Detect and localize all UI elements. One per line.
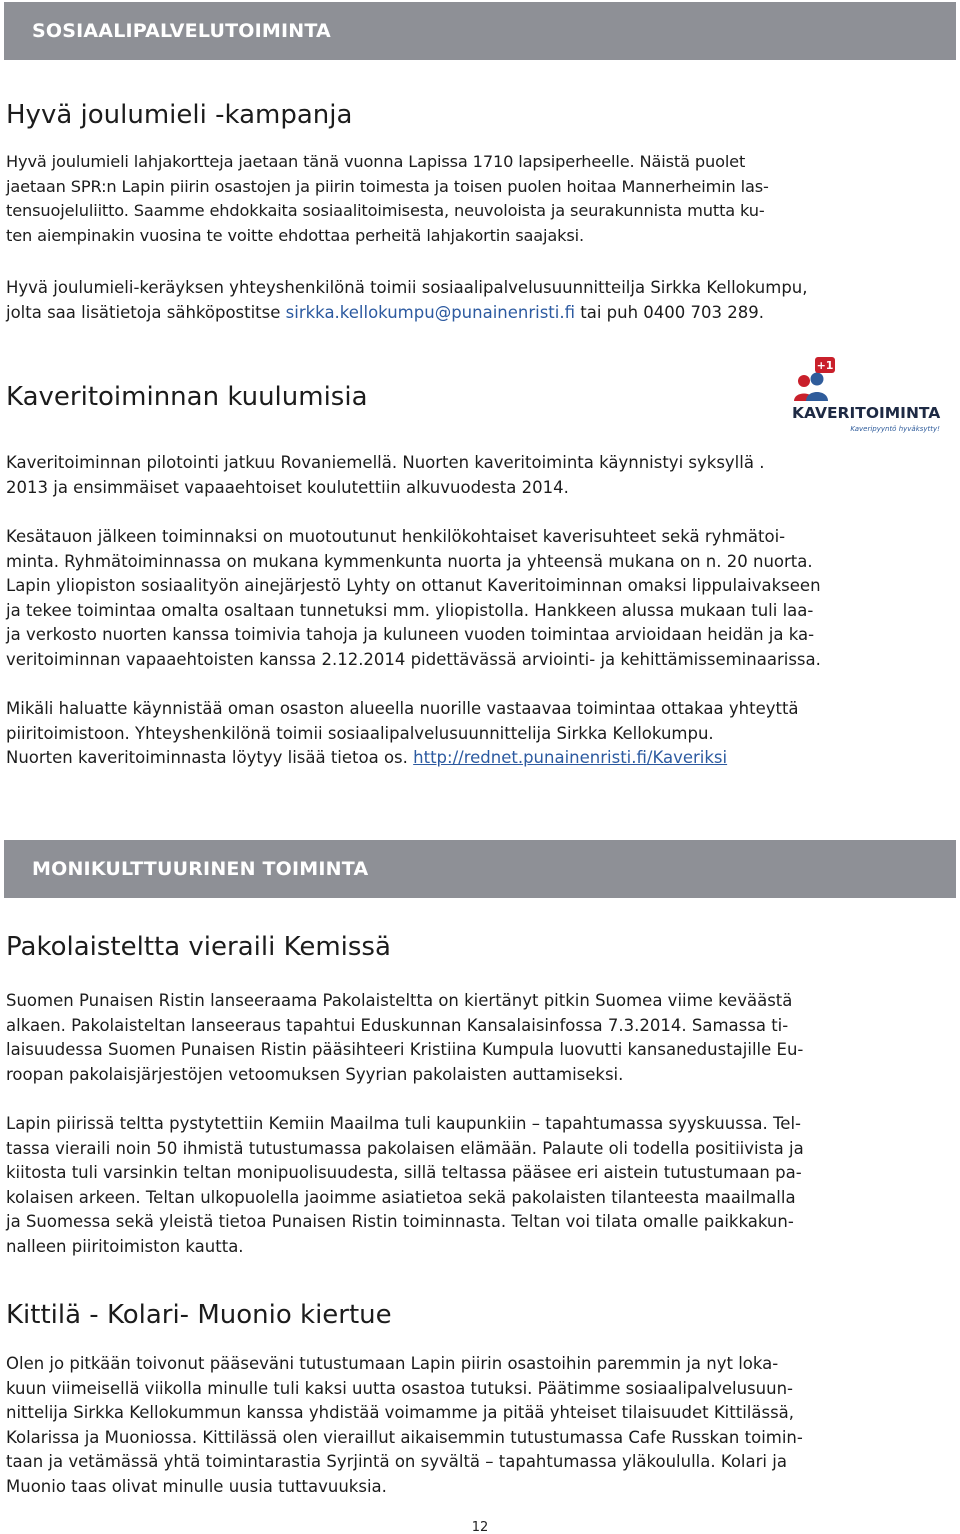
text-line: alkaen. Pakolaisteltan lanseeraus tapahtui Eduskunnan Kansalaisinfossa 7.3.2014. Samassa ti- — [6, 1015, 789, 1035]
text-line: 2013 ja ensimmäiset vapaaehtoiset koulutettiin alkuvuodesta 2014. — [6, 477, 569, 497]
text-fragment: tai puh 0400 703 289. — [575, 302, 765, 322]
paragraph-kaveri-contact — [6, 697, 956, 771]
section-banner-sosiaalipalvelutoiminta — [4, 2, 956, 60]
text-line: ten aiempinakin vuosina te voitte ehdottaa perheitä lahjakortin saajaksi. — [6, 225, 585, 245]
text-line: nittelija Sirkka Kellokummun kanssa yhdistää voimamme ja pitää yhteiset tilaisuudet Kittilässä, — [6, 1403, 795, 1423]
heading-kiertue: Kittilä - Kolari- Muonio kiertue — [6, 1300, 392, 1330]
paragraph-kaveri-pilot — [6, 451, 956, 500]
text-line: Kesätauon jälkeen toiminnaksi on muotoutunut henkilökohtaiset kaverisuhteet sekä ryhmätoi- — [6, 527, 786, 546]
text-line: Kaveritoiminnan pilotointi jatkuu Rovaniemellä. Nuorten kaveritoiminta käynnistyi syksyllä . — [6, 453, 765, 472]
paragraph-pakolaisteltta-intro — [6, 989, 956, 1087]
paragraph-pakolaisteltta-kemi — [6, 1112, 956, 1260]
text-line: kuun viimeisellä viikolla minulle tuli kaksi uutta osastoa tutuksi. Päätimme sosiaalipalvelusuun- — [6, 1378, 793, 1398]
text-line: Hyvä joulumieli-keräyksen yhteyshenkilönä toimii sosiaalipalvelusuunnitteilja Sirkka Kellokumpu, — [6, 278, 808, 297]
heading-kaveritoiminta: Kaveritoiminnan kuulumisia — [6, 382, 368, 412]
email-link[interactable]: sirkka.kellokumpu@punainenristi.fi — [285, 302, 575, 322]
text-line: tensuojeluliitto. Saamme ehdokkaita sosiaalitoimisesta, neuvoloista ja seurakunnista mutta ku- — [6, 201, 765, 221]
text-line: Olen jo pitkään toivonut pääseväni tutustumaan Lapin piirin osastoihin paremmin ja nyt loka- — [6, 1354, 779, 1373]
text-line — [6, 746, 956, 771]
text-line: roopan pakolaisjärjestöjen vetoomuksen Syyrian pakolaisten auttamiseksi. — [6, 1064, 624, 1084]
text-line: Lapin yliopiston sosiaalityön ainejärjestö Lyhty on ottanut Kaveritoiminnan omaksi lippulaivakseen — [6, 576, 821, 596]
paragraph-campaign-contact — [6, 276, 956, 325]
text-line: ja tekee toimintaa omalta osaltaan tunnetuksi mm. yliopistolla. Hankkeen alussa mukaan tuli laa- — [6, 600, 814, 620]
paragraph-campaign-intro — [6, 150, 956, 248]
person-icon — [806, 373, 828, 402]
text-line: laisuudessa Suomen Punaisen Ristin pääsihteeri Kristiina Kumpula luovutti kansanedustajille Eu- — [6, 1040, 804, 1060]
text-fragment: Nuorten kaveritoiminnasta löytyy lisää tietoa os. — [6, 748, 414, 768]
logo-tagline: Kaveripyyntö hyväksytty! — [850, 425, 940, 433]
text-line: Lapin piirissä teltta pystytettiin Kemiin Maailma tuli kaupunkiin – tapahtumassa syyskuussa. Tel- — [6, 1114, 801, 1133]
text-fragment: jolta saa lisätietoja sähköpostitse — [6, 302, 286, 322]
text-line: kiitosta tuli varsinkin teltan monipuolisuudesta, sillä teltassa pääsee eri aistein tutustumaan pa- — [6, 1163, 802, 1183]
heading-pakolaisteltta: Pakolaisteltta vieraili Kemissä — [6, 932, 391, 962]
text-line: ja Suomessa sekä yleistä tietoa Punaisen Ristin toiminnasta. Teltan voi tilata omalle paikkakun- — [6, 1212, 794, 1232]
text-line: Mikäli haluatte käynnistää oman osaston alueella nuorille vastaavaa toimintaa ottakaa yhteyttä — [6, 699, 799, 718]
text-line — [6, 301, 956, 326]
text-line: kolaisen arkeen. Teltan ulkopuolella jaoimme asiatietoa sekä pakolaisten tilanteesta maailmalla — [6, 1187, 796, 1207]
banner-title: MONIKULTTUURINEN TOIMINTA — [32, 858, 369, 880]
logo-wordmark: KAVERITOIMINTA — [792, 404, 941, 422]
plus-one-text: +1 — [816, 359, 834, 372]
text-line: ja verkosto nuorten kanssa toimivia tahoja ja kuluneen vuoden toimintaa arvioidaan heidän ja ka- — [6, 625, 815, 645]
page-number: 12 — [471, 1520, 489, 1534]
text-line: veritoiminnan vapaaehtoisten kanssa 2.12.2014 pidettävässä arviointi- ja kehittämisseminaarissa. — [6, 649, 821, 669]
text-line: minta. Ryhmätoiminnassa on mukana kymmenkunta nuorta ja yhteensä mukana on n. 20 nuorta. — [6, 551, 813, 571]
text-line: tassa vieraili noin 50 ihmistä tutustumassa pakolaisen elämään. Palaute oli todella positiivista ja — [6, 1138, 804, 1158]
text-line: Kolarissa ja Muoniossa. Kittilässä olen vieraillut aikaisemmin tutustumassa Cafe Russkan toimin- — [6, 1427, 803, 1447]
text-line: nalleen piiritoimiston kautta. — [6, 1236, 244, 1256]
heading-hyva-joulumieli: Hyvä joulumieli -kampanja — [6, 100, 353, 130]
text-line: Hyvä joulumieli lahjakortteja jaetaan tänä vuonna Lapissa 1710 lapsiperheelle. Näistä puolet — [6, 152, 746, 171]
text-line: taan ja vetämässä yhtä toimintarastia Syrjintä on syvältä – tapahtumassa yläkoululla. Kolari ja — [6, 1452, 787, 1472]
paragraph-kaveri-status — [6, 525, 956, 673]
section-banner-monikulttuurinen-toiminta — [4, 840, 956, 898]
text-line: piiritoimistoon. Yhteyshenkilönä toimii sosiaalipalvelusuunnittelija Sirkka Kellokumpu. — [6, 723, 714, 743]
text-line: Muonio taas olivat minulle uusia tuttavuuksia. — [6, 1476, 387, 1496]
text-line: jaetaan SPR:n Lapin piirin osastojen ja piirin toimesta ja toisen puolen hoitaa Mannerheimin las- — [6, 176, 769, 196]
kaveriksi-link[interactable]: http://rednet.punainenristi.fi/Kaveriksi — [413, 748, 728, 768]
kaveritoiminta-logo — [784, 355, 944, 435]
paragraph-kiertue — [6, 1352, 956, 1500]
banner-title: SOSIAALIPALVELUTOIMINTA — [32, 20, 331, 42]
text-line: Suomen Punaisen Ristin lanseeraama Pakolaisteltta on kiertänyt pitkin Suomea viime keväästä — [6, 991, 793, 1010]
